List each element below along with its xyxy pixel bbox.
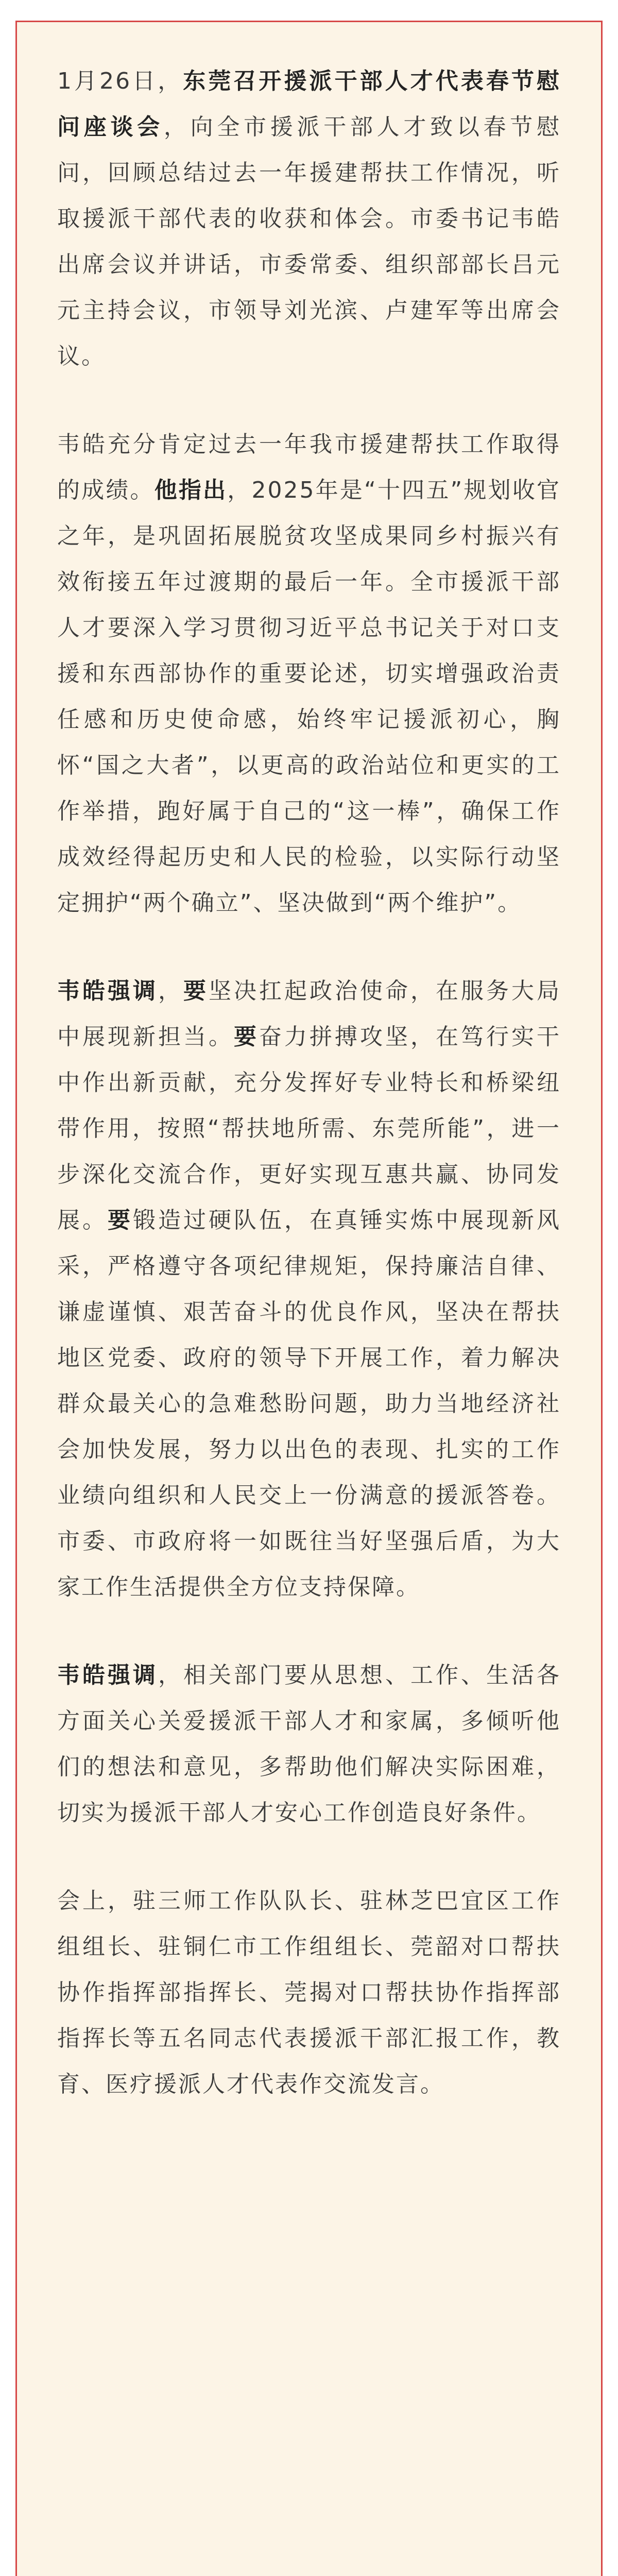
date-lead: 1月26日， xyxy=(57,68,183,94)
paragraph-3-yao-2: 要 xyxy=(234,1024,259,1050)
paragraph-3 xyxy=(57,968,561,1610)
paragraph-3-text-2: 奋力拼搏攻坚，在笃行实干中作出新贡献，充分发挥好专业特长和桥梁纽带作用，按照“帮扶地所需、东莞所能”，进一步深化交流合作，更好实现互惠共赢、协同发展。 xyxy=(57,1024,561,1233)
paragraph-3-sep: ， xyxy=(158,978,183,1004)
paragraph-4 xyxy=(57,1652,561,1836)
paragraph-4-lead: 韦皓强调 xyxy=(57,1662,158,1688)
paragraph-3-text-1: 坚决扛起政治使命，在服务大局中展现新担当。 xyxy=(57,978,561,1050)
paragraph-4-body: ，相关部门要从思想、工作、生活各方面关心关爱援派干部人才和家属，多倾听他们的想法和意见，多帮助他们解决实际困难，切实为援派干部人才安心工作创造良好条件。 xyxy=(57,1662,561,1826)
paragraph-3-yao-1: 要 xyxy=(183,978,209,1004)
paragraph-3-text-3: 锻造过硬队伍，在真锤实炼中展现新风采，严格遵守各项纪律规矩，保持廉洁自律、谦虚谨慎、艰苦奋斗的优良作风，坚决在帮扶地区党委、政府的领导下开展工作，着力解决群众最关心的急难愁盼问题，助力当地经济社会加快发展，努力以出色的表现、扎实的工作业绩向组织和人民交上一份满意的援派答卷。市委、市政府将一如既往当好坚强后盾，为大家工作生活提供全方位支持保障。 xyxy=(57,1207,561,1600)
paragraph-3-yao-3: 要 xyxy=(108,1207,133,1233)
paragraph-2-emphasis: 他指出 xyxy=(154,477,228,503)
article-card xyxy=(15,21,603,2576)
paragraph-2-part2: ，2025年是“十四五”规划收官之年，是巩固拓展脱贫攻坚成果同乡村振兴有效衔接五年过渡期的最后一年。全市援派干部人才要深入学习贯彻习近平总书记关于对口支援和东西部协作的重要论述，切实增强政治责任感和历史使命感，始终牢记援派初心，胸怀“国之大者”，以更高的政治站位和更实的工作举措，跑好属于自己的“这一棒”，确保工作成效经得起历史和人民的检验，以实际行动坚定拥护“两个确立”、坚决做到“两个维护”。 xyxy=(57,477,561,916)
paragraph-3-lead: 韦皓强调 xyxy=(57,978,158,1004)
paragraph-5-body: 会上，驻三师工作队队长、驻林芝巴宜区工作组组长、驻铜仁市工作组组长、莞韶对口帮扶协作指挥部指挥长、莞揭对口帮扶协作指挥部指挥长等五名同志代表援派干部汇报工作，教育、医疗援派人才代表作交流发言。 xyxy=(57,1888,561,2097)
paragraph-1 xyxy=(57,58,561,379)
paragraph-2-part1: 韦皓充分肯定过去一年我市援建帮扶工作取得的成绩。 xyxy=(57,431,561,503)
paragraph-2 xyxy=(57,421,561,926)
paragraph-5 xyxy=(57,1878,561,2107)
paragraph-1-body: ，向全市援派干部人才致以春节慰问，回顾总结过去一年援建帮扶工作情况，听取援派干部代表的收获和体会。市委书记韦皓出席会议并讲话，市委常委、组织部部长吕元元主持会议，市领导刘光滨、卢建军等出席会议。 xyxy=(57,114,561,369)
headline: 东莞召开援派干部人才代表春节慰问座谈会 xyxy=(57,68,561,140)
